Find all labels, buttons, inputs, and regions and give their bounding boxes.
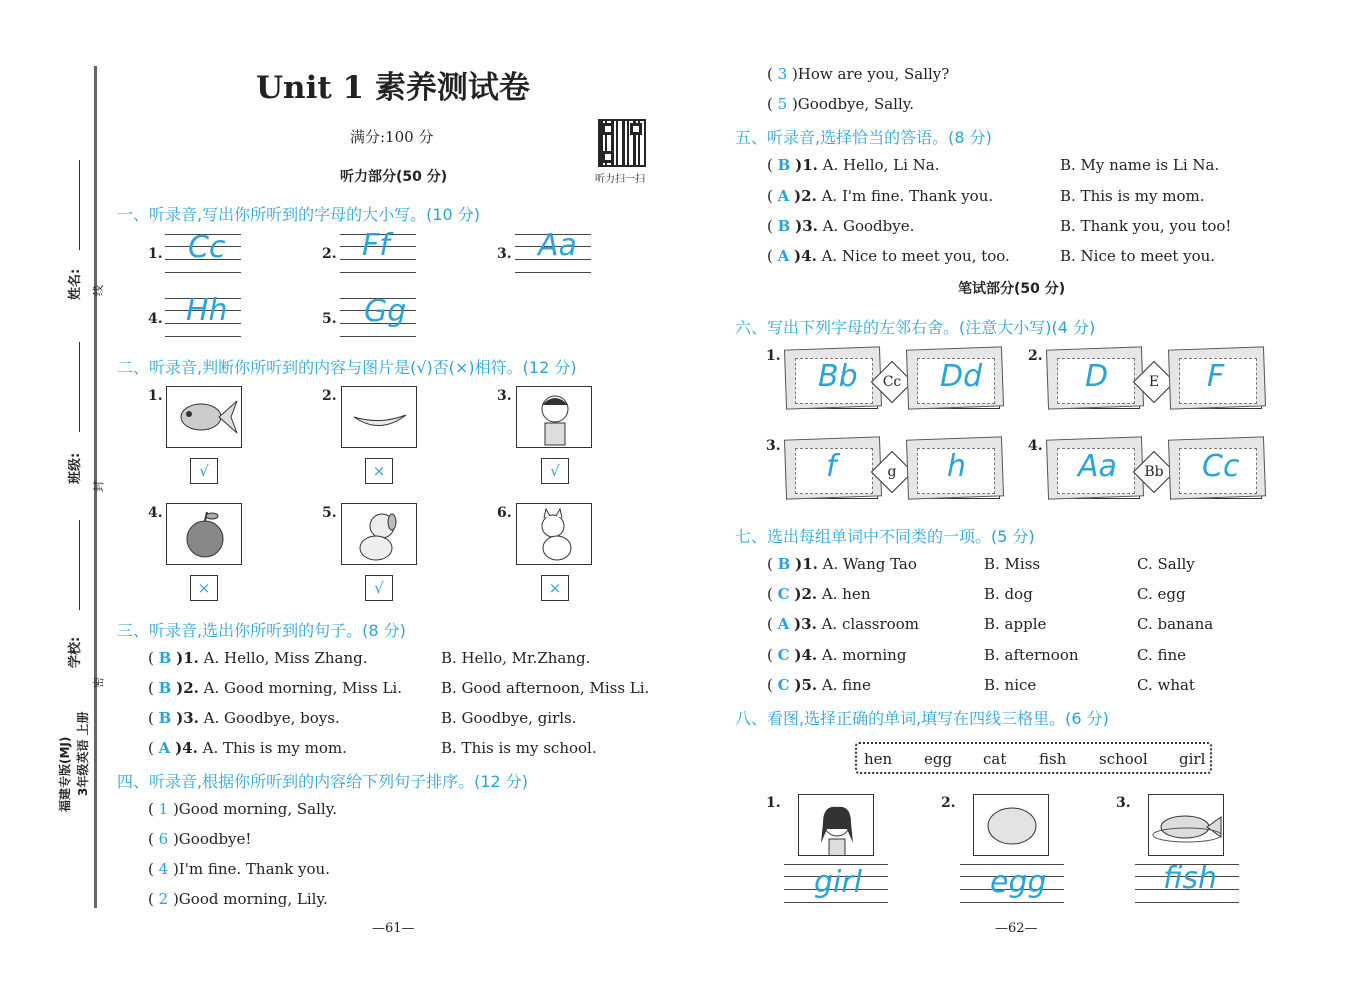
sec1-answer-5: Gg [364, 294, 407, 329]
sec8-num-3: 3. [1116, 795, 1131, 811]
sec2-mark-3: √ [541, 458, 569, 484]
sec5-option-b-4: B. Nice to meet you. [1060, 247, 1216, 265]
sec3-row-1: ( B )1. A. Hello, Miss Zhang. [148, 649, 368, 667]
sec5-option-b-3: B. Thank you, you too! [1060, 217, 1232, 235]
sec3-row-3: ( B )3. A. Goodbye, boys. [148, 709, 340, 727]
sec1-answer-2: Ff [362, 228, 390, 263]
sec5-row-1: ( B )1. A. Hello, Li Na. [767, 156, 940, 174]
sec5-heading: 五、听录音,选择恰当的答语。(8 分) [735, 128, 992, 147]
sec5-row-3: ( B )3. A. Goodbye. [767, 217, 915, 235]
seal-mark: 封 [92, 481, 105, 492]
sec8-num-1: 1. [766, 795, 781, 811]
sec6-left-1: Bb [818, 359, 858, 394]
sec4-row-1: ( 1 )Good morning, Sally. [148, 800, 337, 818]
name-label: 姓名: [68, 268, 83, 300]
word-bank-word: girl [1179, 750, 1206, 768]
sec7-option-b-1: B. Miss [984, 555, 1041, 573]
sec6-num-2: 2. [1028, 348, 1043, 364]
sec7-option-b-3: B. apple [984, 615, 1047, 633]
banana-picture [341, 386, 417, 448]
cat-picture [516, 503, 592, 565]
sec2-num-2: 2. [322, 388, 337, 404]
sec3-option-b-4: B. This is my school. [441, 739, 597, 757]
sec8-answer-2: egg [990, 865, 1047, 900]
sec4-row-6: ( 5 )Goodbye, Sally. [767, 95, 915, 113]
sec7-option-c-5: C. what [1137, 676, 1195, 694]
school-blank [79, 520, 80, 610]
sec3-answer-2: B [158, 679, 172, 697]
sec7-heading: 七、选出每组单词中不同类的一项。(5 分) [735, 527, 1035, 546]
word-bank [855, 742, 1212, 774]
sec2-num-6: 6. [497, 505, 512, 521]
sec5-option-b-2: B. This is my mom. [1060, 187, 1205, 205]
sec4-row-4: ( 2 )Good morning, Lily. [148, 890, 328, 908]
sec3-option-b-3: B. Goodbye, girls. [441, 709, 577, 727]
fish-picture [1148, 794, 1224, 856]
sec1-heading: 一、听录音,写出你所听到的字母的大小写。(10 分) [117, 205, 481, 224]
dog-picture [341, 503, 417, 565]
egg-picture [973, 794, 1049, 856]
sec8-answer-3: fish [1163, 861, 1218, 896]
sec6-num-1: 1. [766, 348, 781, 364]
book-grade: 3年级英语 上册 [76, 711, 90, 796]
sec5-option-b-1: B. My name is Li Na. [1060, 156, 1220, 174]
sec1-answer-1: Cc [188, 230, 226, 265]
listening-part-heading: 听力部分(50 分) [340, 169, 448, 185]
sec6-mid-2: E [1148, 374, 1160, 390]
class-label: 班级: [68, 452, 83, 484]
sec1-num-5: 5. [322, 311, 337, 327]
name-blank [79, 160, 80, 250]
sec3-answer-3: B [158, 709, 172, 727]
boy-picture [516, 386, 592, 448]
sec2-mark-5: √ [365, 575, 393, 601]
sec3-option-b-2: B. Good afternoon, Miss Li. [441, 679, 650, 697]
sec4-row-2: ( 6 )Goodbye! [148, 830, 252, 848]
sec7-option-c-1: C. Sally [1137, 555, 1195, 573]
apple-picture [166, 503, 242, 565]
sec2-heading: 二、听录音,判断你所听到的内容与图片是(√)否(×)相符。(12 分) [117, 358, 577, 377]
sec2-mark-2: × [365, 458, 393, 484]
sec7-row-3: ( A )3. A. classroom [767, 615, 919, 633]
sec3-row-2: ( B )2. A. Good morning, Miss Li. [148, 679, 402, 697]
sec6-mid-4: Bb [1144, 464, 1164, 480]
sec6-num-4: 4. [1028, 438, 1043, 454]
sec7-option-c-2: C. egg [1137, 585, 1186, 603]
sec7-option-b-2: B. dog [984, 585, 1033, 603]
sec6-left-3: f [826, 449, 837, 484]
sec8-answer-1: girl [814, 865, 863, 900]
sec3-heading: 三、听录音,选出你所听到的句子。(8 分) [117, 621, 406, 640]
sec7-option-c-3: C. banana [1137, 615, 1214, 633]
sec2-num-3: 3. [497, 388, 512, 404]
sec6-heading: 六、写出下列字母的左邻右舍。(注意大小写)(4 分) [735, 318, 1096, 337]
book-edition: 福建专版(MJ) [58, 736, 72, 812]
sec8-num-2: 2. [941, 795, 956, 811]
sec4-row-5: ( 3 )How are you, Sally? [767, 65, 950, 83]
sec7-option-c-4: C. fine [1137, 646, 1187, 664]
sec2-num-1: 1. [148, 388, 163, 404]
written-part-heading: 笔试部分(50 分) [958, 281, 1066, 297]
sec3-answer-4: A [158, 739, 171, 757]
qr-caption: 听力扫一扫 [595, 174, 645, 185]
girl-picture [798, 794, 874, 856]
sec3-answer-1: B [158, 649, 172, 667]
sec1-num-2: 2. [322, 246, 337, 262]
page-number-right: —62— [995, 921, 1038, 936]
sec2-mark-1: √ [190, 458, 218, 484]
page-number-left: —61— [372, 921, 415, 936]
goldfish-picture [166, 386, 242, 448]
sec3-option-b-1: B. Hello, Mr.Zhang. [441, 649, 591, 667]
sec6-num-3: 3. [766, 438, 781, 454]
sec1-num-4: 4. [148, 311, 163, 327]
sec7-row-4: ( C )4. A. morning [767, 646, 907, 664]
sec4-row-3: ( 4 )I'm fine. Thank you. [148, 860, 330, 878]
qr-code [598, 119, 646, 167]
school-label: 学校: [68, 636, 83, 668]
sec6-right-3: h [947, 449, 967, 484]
sec7-option-b-4: B. afternoon [984, 646, 1079, 664]
sec5-row-2: ( A )2. A. I'm fine. Thank you. [767, 187, 994, 205]
sec1-answer-4: Hh [186, 293, 228, 328]
class-blank [79, 342, 80, 432]
sec1-answer-3: Aa [538, 228, 577, 263]
sec7-row-2: ( C )2. A. hen [767, 585, 871, 603]
sec6-left-2: D [1085, 359, 1109, 394]
sec1-num-3: 3. [497, 246, 512, 262]
sec1-num-1: 1. [148, 246, 163, 262]
sec2-num-5: 5. [322, 505, 337, 521]
sec8-heading: 八、看图,选择正确的单词,填写在四线三格里。(6 分) [735, 709, 1109, 728]
sec7-row-5: ( C )5. A. fine [767, 676, 871, 694]
secret-mark: 密 [92, 677, 105, 688]
sec6-right-4: Cc [1202, 449, 1240, 484]
sec6-left-4: Aa [1078, 449, 1117, 484]
sec6-right-1: Dd [940, 359, 983, 394]
sec4-heading: 四、听录音,根据你所听到的内容给下列句子排序。(12 分) [117, 772, 529, 791]
sec2-mark-4: × [190, 575, 218, 601]
sec2-num-4: 4. [148, 505, 163, 521]
page-title: Unit 1 素养测试卷 [256, 70, 530, 106]
sec6-mid-3: g [887, 464, 897, 480]
sec7-option-b-5: B. nice [984, 676, 1037, 694]
full-score: 满分:100 分 [350, 128, 434, 146]
sec5-row-4: ( A )4. A. Nice to meet you, too. [767, 247, 1010, 265]
word-bank-word: hen [864, 750, 893, 768]
word-bank-word: egg [924, 750, 953, 768]
sec3-row-4: ( A )4. A. This is my mom. [148, 739, 347, 757]
line-mark: 线 [92, 285, 105, 296]
word-bank-word: school [1099, 750, 1148, 768]
sec7-row-1: ( B )1. A. Wang Tao [767, 555, 917, 573]
sec2-mark-6: × [541, 575, 569, 601]
word-bank-word: cat [983, 750, 1007, 768]
word-bank-word: fish [1039, 750, 1067, 768]
sec6-right-2: F [1207, 359, 1225, 394]
sec6-mid-1: Cc [882, 374, 902, 390]
